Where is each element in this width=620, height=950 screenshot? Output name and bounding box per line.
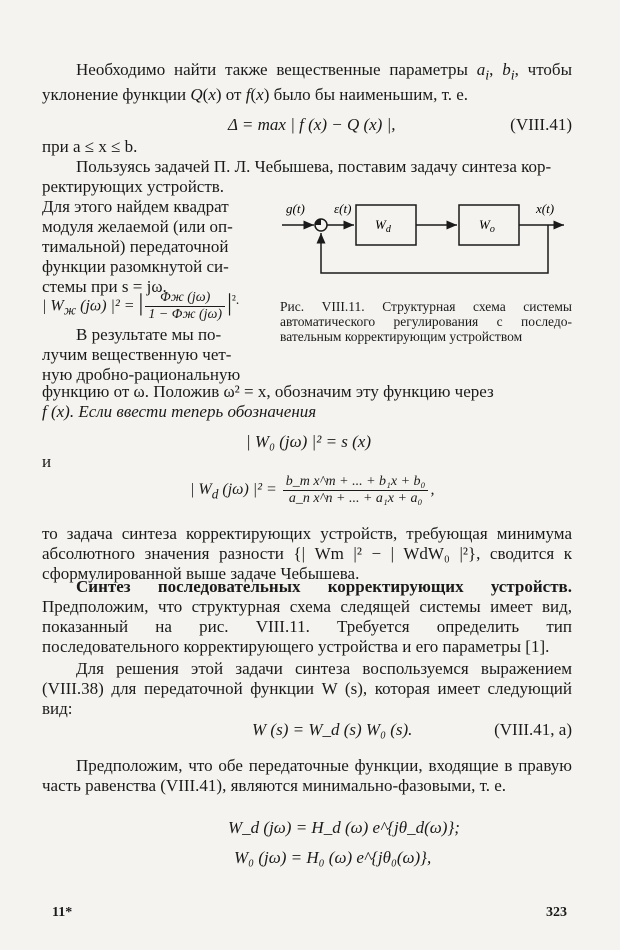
summing-junction-fill (315, 219, 321, 225)
equation-s-of-x: | W₀ (jω) |² = s (x) (246, 432, 372, 451)
label-error-epsilon: ε(t) (334, 201, 352, 216)
equation-number-VIII-41a: (VIII.41, a) (494, 720, 572, 739)
left-column-line4: функции разомкнутой си- (42, 257, 229, 276)
paragraph-result-line2: лучим вещественную чет- (42, 345, 232, 364)
equation-number-VIII-41: (VIII.41) (510, 115, 572, 134)
equation-phi: | $W_ж$ (jω) |² = | $\frac{\Phi ж (j\omega)}{1 - \Phi ж (j\omega)}$ $|^{^2.}$ (42, 290, 240, 323)
figure-caption: Рис. VIII.11. Структурная схема системы автоматического регулирования с последо-вательным корректирующим устройством (280, 299, 572, 344)
left-column-line1: Для этого найдем квадрат (42, 197, 229, 216)
range-condition: при a ≤ x ≤ b. (42, 137, 138, 156)
paragraph-omega-line1: функцию от ω. Положив ω² = x, обозначим эту функцию через (42, 382, 494, 401)
block-diagram-figure (268, 195, 573, 290)
equation-ws: W (s) = W_d (s) W₀ (s). (252, 720, 413, 739)
paragraph-omega-line2: f (x). Если ввести теперь обозначения (42, 402, 317, 421)
paragraph-chebyshev-line1: Пользуясь задачей П. Л. Чебышева, поставим задачу синтеза кор- (76, 157, 552, 176)
paragraph-series-synthesis: Синтез последовательных корректирующих устройств. Предположим, что структурная схема следящей системы имеет вид, показанный на рис. VIII.11. Требуется определить тип последовательного корректирующего устройства и его параметры [1]. (42, 577, 572, 656)
left-column-line2: модуля желаемой (или оп- (42, 217, 233, 236)
equation-wd-phase: W_d (jω) = H_d (ω) e^{jθ_d(ω)}; (228, 818, 460, 837)
label-output-x: x(t) (536, 201, 555, 216)
equation-delta: Δ = max | f (x) − Q (x) |, (228, 115, 396, 134)
label-input-g: g(t) (286, 201, 305, 216)
left-column-line3: тимальной) передаточной (42, 237, 229, 256)
page-number: 323 (546, 905, 567, 920)
block-wo-label: $W_o$ (479, 217, 495, 235)
paragraph-result-line1: В результате мы по- (76, 325, 222, 344)
equation-wd-fraction: | $W_d$ (jω) |² = $\frac{\text{b\_m x\textasciicircum{}m + ... + b₁x + b₀}}{\text{a\_n x\textasciicircum{}n + ... + a₁x + a₀}}$ , (190, 474, 435, 506)
signature-mark: 11* (52, 905, 73, 920)
equation-w0-phase: W₀ (jω) = H₀ (ω) e^{jθ₀(ω)}, (234, 848, 432, 867)
feedback-loop (321, 225, 548, 273)
block-wd-label: $W_d$ (375, 217, 391, 235)
left-column-line5: стемы при s = jω. (42, 277, 167, 296)
paragraph-chebyshev-problem: то задача синтеза корректирующих устройств, требующая минимума абсолютного значения разности {| Wm |² − | WdW₀ |²}, сводится к сформулированной выше задаче Чебышева. (42, 524, 572, 583)
paragraph-transfer-function: Для решения этой задачи синтеза воспользуемся выражением (VIII.38) для передаточной функции W (s), которая имеет следующий вид: (42, 659, 572, 718)
conjunction-and: и (42, 452, 52, 471)
paragraph-intro: Необходимо найти также вещественные параметры $a_i$, $b_i$, чтобы уклонение функции Q(x) от f(x) было бы наименьшим, т. е. (42, 60, 573, 105)
paragraph-result-line3: ную дробно-рациональную (42, 365, 241, 384)
section-heading: Синтез последовательных корректирующих устройств. (76, 577, 572, 596)
paragraph-minimum-phase: Предположим, что обе передаточные функции, входящие в правую часть равенства (VIII.41), являются минимально-фазовыми, т. е. (42, 756, 572, 795)
paragraph-chebyshev-line2: ректирующих устройств. (42, 177, 225, 196)
